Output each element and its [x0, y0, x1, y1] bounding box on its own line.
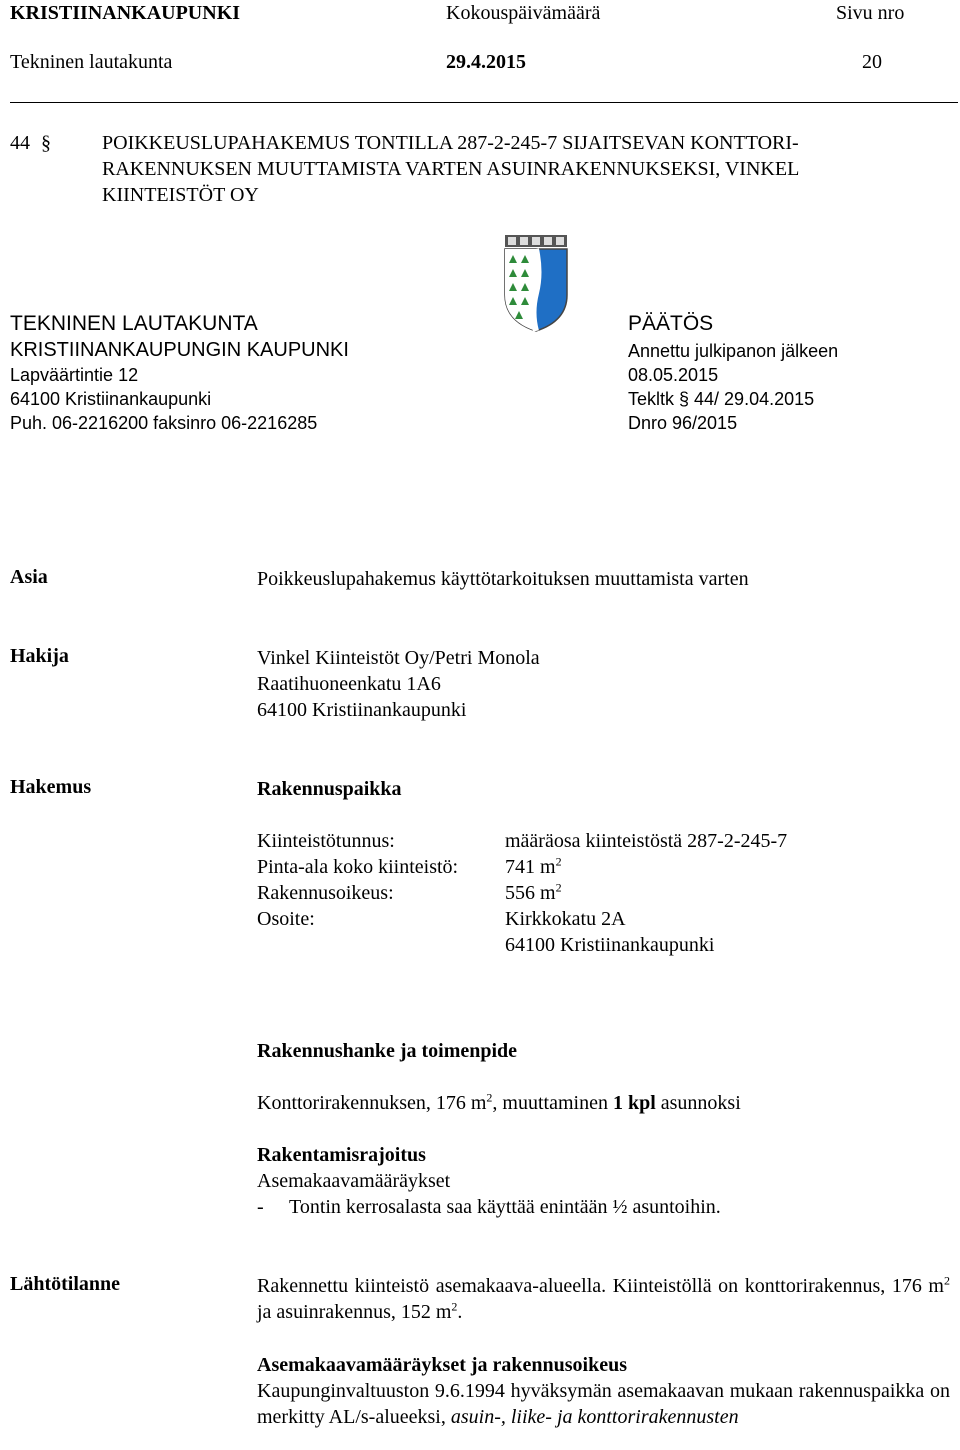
lahtotilanne-paragraph: [257, 1273, 950, 1325]
field-value-pinta-ala: [505, 854, 787, 880]
header-page-label: Sivu nro: [836, 2, 905, 24]
asemakaava-para-italic: asuin-, liike- ja konttorirakennusten: [450, 1406, 739, 1428]
project-text-sup: 2: [486, 1090, 493, 1105]
field-label-pinta-ala: Pinta-ala koko kiinteistö:: [257, 856, 459, 878]
decision-title: PÄÄTÖS: [628, 312, 714, 335]
rakennuspaikka-heading: Rakennuspaikka: [257, 778, 402, 800]
asemakaava-para-a: Kaupunginvaltuuston 9.6.1994 hyväksymän asemakaavan mukaan rakennuspaikka on merkitty AL/s-alueeksi,: [257, 1380, 950, 1428]
section-title-line-2: RAKENNUKSEN MUUTTAMISTA VARTEN ASUINRAKENNUKSEKSI, VINKEL: [102, 158, 800, 180]
header-org: KRISTIINANKAUPUNKI: [10, 2, 241, 24]
project-text-a: Konttorirakennuksen, 176 m: [257, 1092, 487, 1114]
rakennusoikeus-value: 556 m: [505, 882, 556, 904]
lahtotilanne-sup-2: 2: [451, 1299, 458, 1314]
header-committee: Tekninen lautakunta: [10, 51, 173, 73]
decision-dnro: Dnro 96/2015: [628, 413, 738, 433]
pinta-ala-value: 741 m: [505, 856, 556, 878]
field-label-kiinteistotunnus: Kiinteistötunnus:: [257, 830, 395, 852]
header-date-label: Kokouspäivämäärä: [446, 2, 601, 24]
field-label-osoite: Osoite:: [257, 908, 315, 930]
asia-text: Poikkeuslupahakemus käyttötarkoituksen muuttamista varten: [257, 568, 749, 590]
decision-issued: Annettu julkipanon jälkeen: [628, 341, 839, 361]
field-label-rakennusoikeus: Rakennusoikeus:: [257, 882, 394, 904]
lahtotilanne-label: Lähtötilanne: [10, 1273, 121, 1295]
decision-ref: Tekltk § 44/ 29.04.2015: [628, 389, 815, 409]
issuer-phone: Puh. 06-2216200 faksinro 06-2216285: [10, 413, 318, 433]
rakennushanke-heading: Rakennushanke ja toimenpide: [257, 1040, 518, 1062]
rakentamisrajoitus-bullet: -: [257, 1196, 264, 1218]
asia-label: Asia: [10, 566, 48, 588]
issuer-street: Lapväärtintie 12: [10, 365, 139, 385]
asemakaava-paragraph: [257, 1378, 950, 1430]
pinta-ala-sup: 2: [555, 854, 562, 869]
header-divider: [10, 102, 958, 103]
hakija-line-1: Vinkel Kiinteistöt Oy/Petri Monola: [257, 647, 540, 669]
section-title-line-1: POIKKEUSLUPAHAKEMUS TONTILLA 287-2-245-7 SIJAITSEVAN KONTTORI-: [102, 132, 799, 154]
header-page-number: 20: [862, 51, 882, 73]
coat-of-arms-icon: [503, 233, 569, 333]
rakentamisrajoitus-sub: Asemakaavamääräykset: [257, 1170, 451, 1192]
lahtotilanne-para-a: Rakennettu kiinteistö asemakaava-alueella. Kiinteistöllä on konttorirakennus, 176 m: [257, 1275, 944, 1297]
project-text-c: asunnoksi: [655, 1092, 741, 1114]
section-number: [10, 130, 51, 156]
section-number-text: 44: [10, 132, 30, 154]
rakennushanke-text: [257, 1090, 741, 1116]
rakentamisrajoitus-text: Tontin kerrosalasta saa käyttää enintään ½ asuntoihin.: [289, 1196, 721, 1218]
hakija-lines: [257, 645, 540, 723]
field-value-rakennusoikeus: [505, 880, 787, 906]
field-values: [505, 828, 787, 958]
lahtotilanne-sup-1: 2: [944, 1273, 950, 1288]
asemakaava-heading: Asemakaavamääräykset ja rakennusoikeus: [257, 1354, 628, 1376]
project-text-b: , muuttaminen: [492, 1092, 613, 1114]
field-labels: [257, 828, 458, 932]
lahtotilanne-para-b: ja asuinrakennus, 152 m: [257, 1301, 452, 1323]
hakija-line-2: Raatihuoneenkatu 1A6: [257, 673, 441, 695]
section-title: [102, 130, 799, 208]
hakemus-label: Hakemus: [10, 776, 92, 798]
issuer-city: KRISTIINANKAUPUNGIN KAUPUNKI: [10, 339, 349, 361]
section-title-line-3: KIINTEISTÖT OY: [102, 184, 259, 206]
field-value-osoite-postal: 64100 Kristiinankaupunki: [505, 934, 715, 956]
project-text-bold: 1 kpl: [612, 1092, 656, 1114]
lahtotilanne-para-c: .: [457, 1301, 463, 1323]
field-value-osoite: Kirkkokatu 2A: [505, 908, 626, 930]
field-value-kiinteistotunnus: määräosa kiinteistöstä 287-2-245-7: [505, 830, 788, 852]
issuer-postal: 64100 Kristiinankaupunki: [10, 389, 212, 409]
rakentamisrajoitus-heading: Rakentamisrajoitus: [257, 1144, 426, 1166]
rakennusoikeus-sup: 2: [555, 880, 562, 895]
hakija-label: Hakija: [10, 645, 69, 667]
header-date: 29.4.2015: [446, 51, 526, 73]
decision-date: 08.05.2015: [628, 365, 719, 385]
section-symbol: §: [41, 132, 51, 154]
issuer-name: TEKNINEN LAUTAKUNTA: [10, 312, 258, 335]
hakija-line-3: 64100 Kristiinankaupunki: [257, 699, 467, 721]
